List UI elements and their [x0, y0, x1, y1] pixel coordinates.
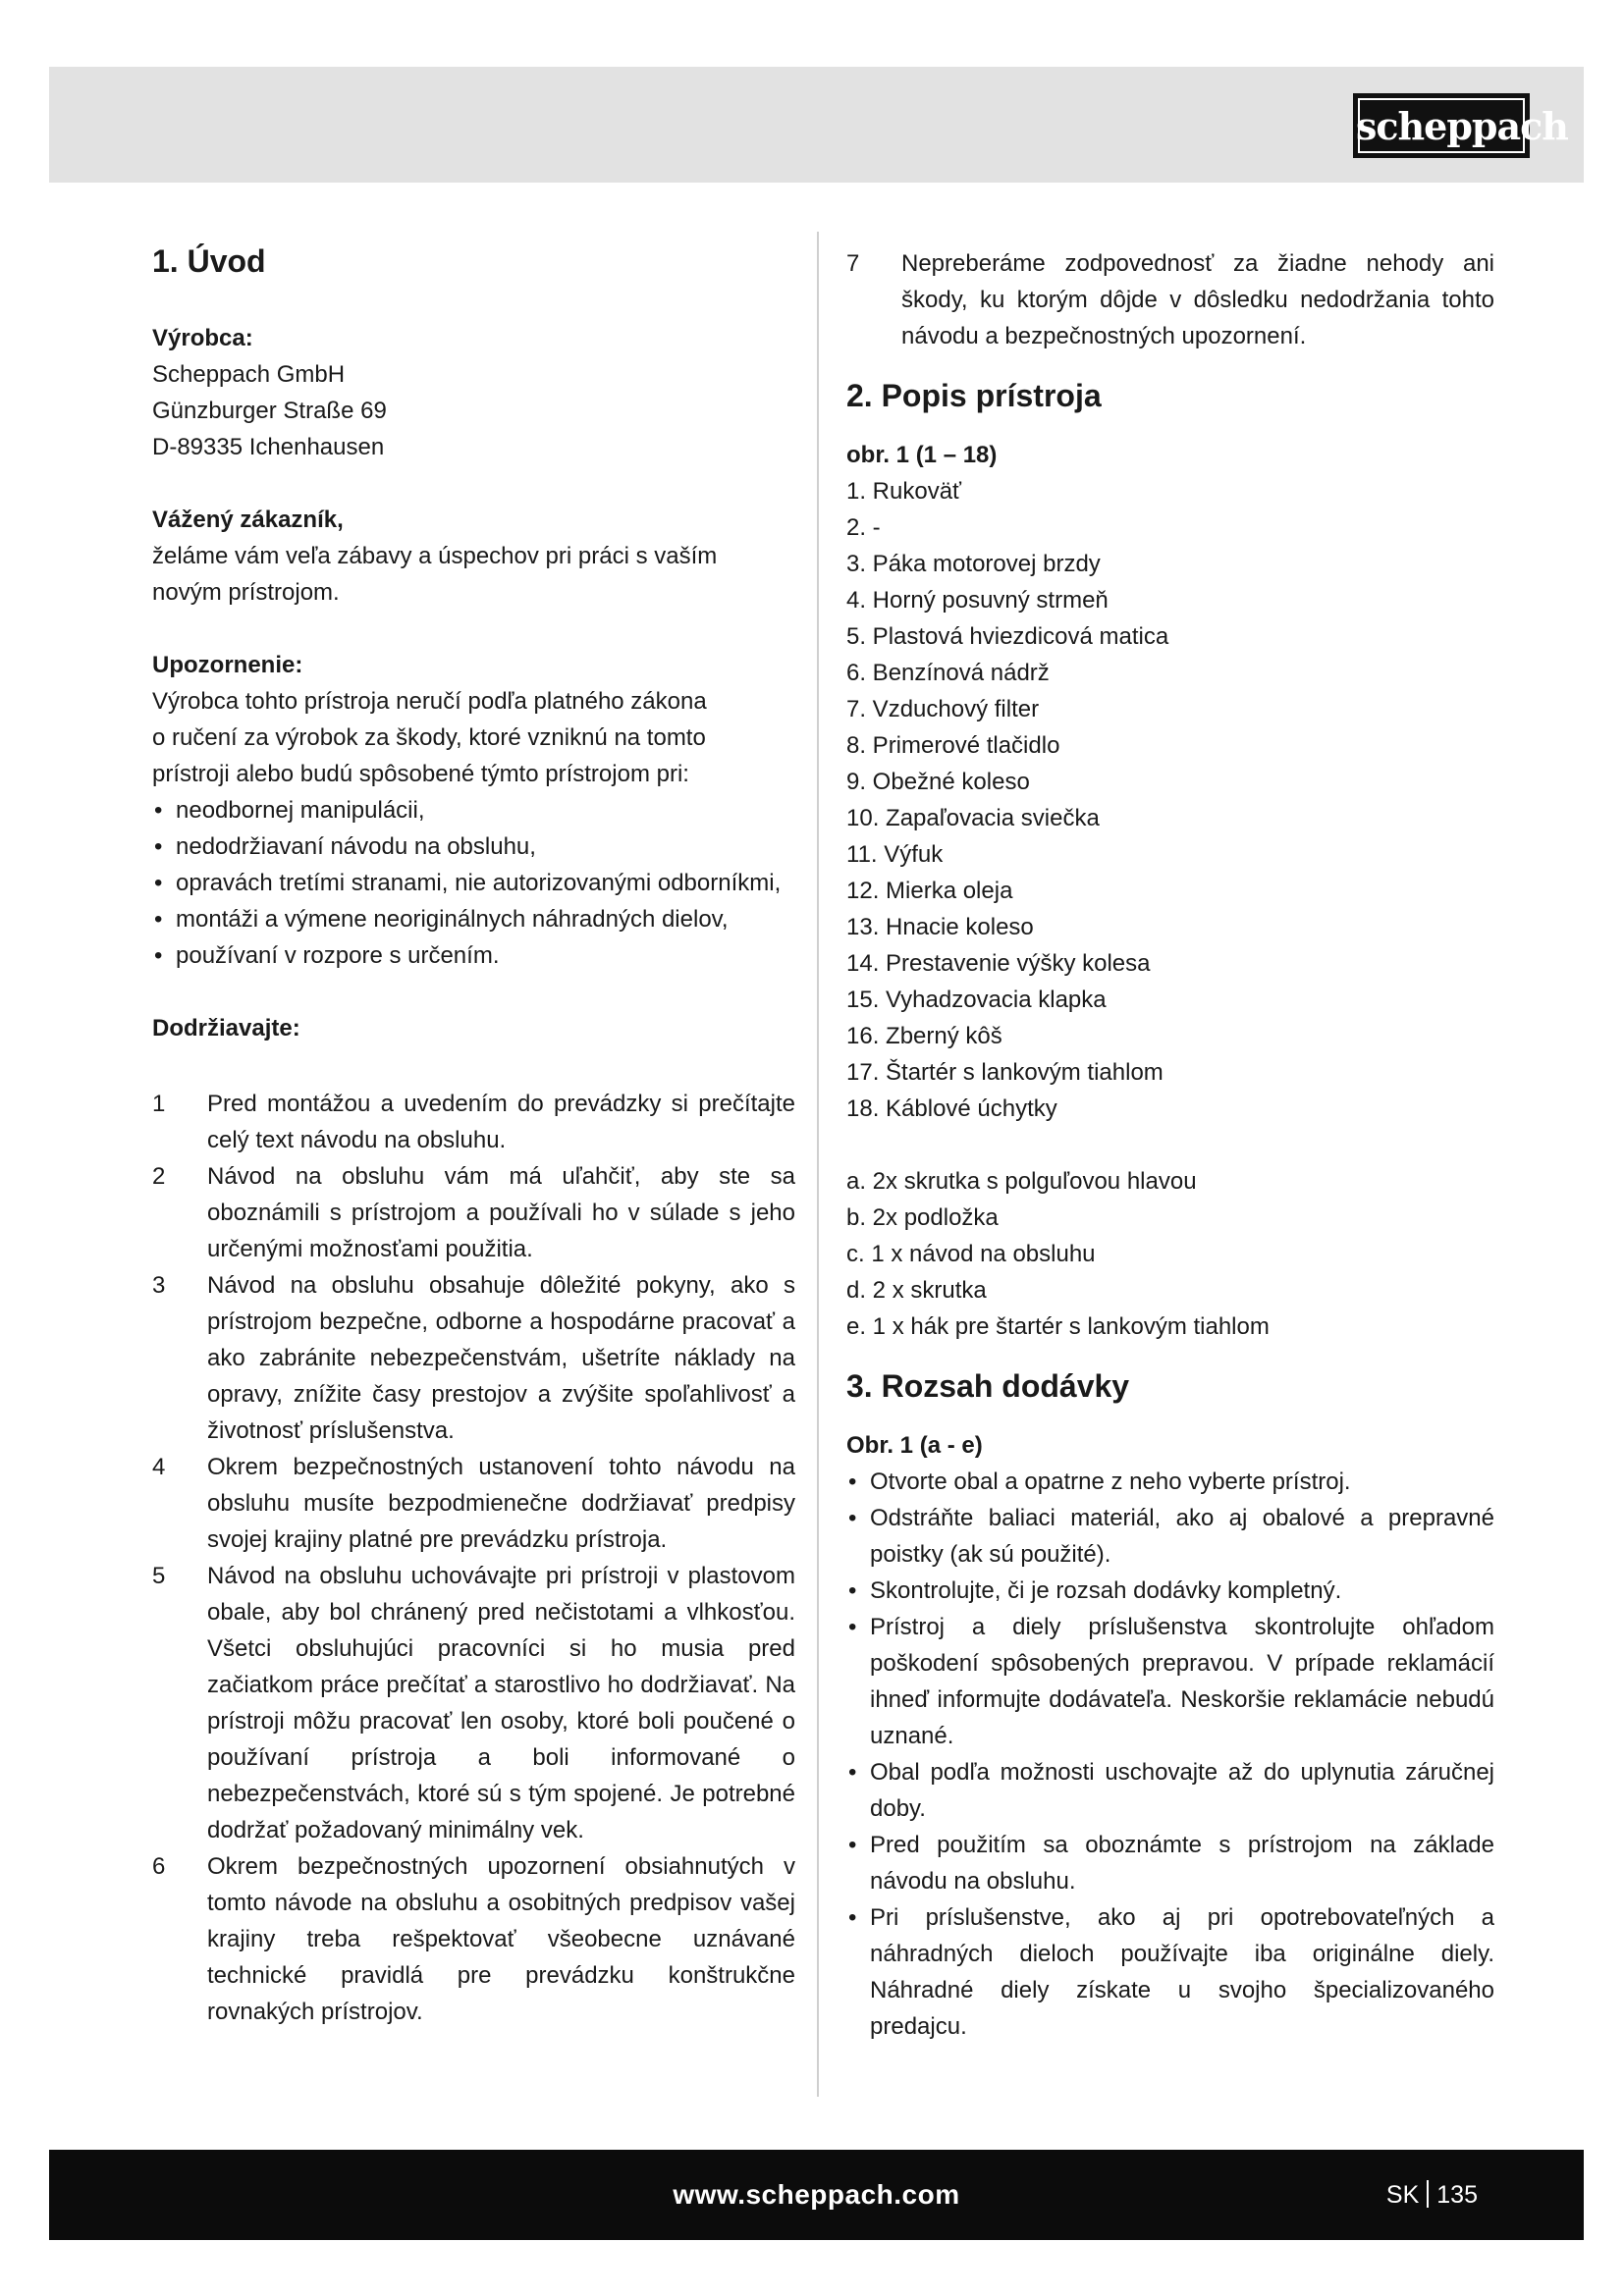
- parts-list: [846, 473, 1494, 1127]
- address-line: D-89335 Ichenhausen: [152, 434, 385, 460]
- list-item: e. 1 x hák pre štartér s lankovým tiahlom: [846, 1313, 1270, 1340]
- section-title-description: 2. Popis prístroja: [846, 378, 1102, 413]
- notice-text-line: o ručení za výrobok za škody, ktoré vzniknú na tomto: [152, 724, 706, 751]
- item-number: 2: [152, 1163, 166, 1190]
- list-item: 7. Vzduchový filter: [846, 696, 1040, 722]
- list-item: 17. Štartér s lankovým tiahlom: [846, 1059, 1164, 1086]
- list-item: 15. Vyhadzovacia klapka: [846, 987, 1107, 1013]
- list-item: c. 1 x návod na obsluhu: [846, 1241, 1096, 1267]
- delivery-bullets: [846, 1464, 1494, 2045]
- notice-text-line: prístroji alebo budú spôsobené týmto prístrojom pri:: [152, 761, 689, 787]
- list-item: • Pred použitím sa oboznámte s prístrojom na základe návodu na obsluhu.: [846, 1827, 1494, 1899]
- list-item: 12. Mierka oleja: [846, 878, 1013, 904]
- observe-item: [152, 1158, 795, 1267]
- observe-item: [152, 1086, 795, 1158]
- item-text: Návod na obsluhu vám má uľahčiť, aby ste sa oboznámili s prístrojom a používali ho v súlade s jeho určenými možnosťami použitia.: [207, 1163, 795, 1262]
- list-item: • Odstráňte baliaci materiál, ako aj obalové a prepravné poistky (ak sú použité).: [846, 1500, 1494, 1573]
- list-item: b. 2x podložka: [846, 1204, 999, 1231]
- list-item: 2. -: [846, 514, 881, 541]
- list-item: 6. Benzínová nádrž: [846, 660, 1050, 686]
- separator: [1427, 2180, 1429, 2208]
- list-item: 10. Zapaľovacia sviečka: [846, 805, 1100, 831]
- list-item: • neodbornej manipulácii,: [152, 792, 795, 828]
- address-line: Scheppach GmbH: [152, 361, 346, 388]
- column-divider: [817, 232, 819, 2097]
- footer-bar: [49, 2150, 1584, 2240]
- language-code: SK: [1385, 2181, 1420, 2209]
- list-item: 11. Výfuk: [846, 841, 944, 868]
- customer-text-line: želáme vám veľa zábavy a úspechov pri práci s vaším: [152, 543, 718, 569]
- observe-item: [152, 1267, 795, 1449]
- item-text: Návod na obsluhu obsahuje dôležité pokyny, ako s prístrojom bezpečne, odborne a hospodárne pracovať a ako zabránite nebezpečenstvám, ušetríte náklady na opravy, znížite časy prestojov a zvýšite spoľahlivosť a životnosť príslušenstva.: [207, 1272, 795, 1444]
- item-number: 7: [846, 250, 860, 277]
- observe-label: Dodržiavajte:: [152, 1015, 300, 1041]
- notice-label: Upozornenie:: [152, 652, 303, 678]
- list-item: • Otvorte obal a opatrne z neho vyberte prístroj.: [846, 1464, 1494, 1500]
- page-number: 135: [1436, 2181, 1478, 2209]
- item-number: 4: [152, 1454, 166, 1480]
- figure-label: Obr. 1 (a - e): [846, 1432, 983, 1459]
- list-item: 18. Káblové úchytky: [846, 1095, 1057, 1122]
- item-text: Návod na obsluhu uchovávajte pri prístroji v plastovom obale, aby bol chránený pred nečistotami a vlhkosťou. Všetci obsluhujúci pracovníci si ho musia pred začiatkom práce prečítať a starostlivo ho dodržiavať. Na prístroji môžu pracovať len osoby, ktoré boli poučené o používaní prístroja a boli informované o nebezpečenstvách, ktoré sú s tým spojené. Je potrebné dodržať požadovaný minimálny vek.: [207, 1563, 795, 1843]
- manufacturer-label: Výrobca:: [152, 325, 253, 351]
- list-item: • Skontrolujte, či je rozsah dodávky kompletný.: [846, 1573, 1494, 1609]
- list-item: 14. Prestavenie výšky kolesa: [846, 950, 1151, 977]
- list-item: • používaní v rozpore s určením.: [152, 937, 795, 974]
- accessories-list: [846, 1163, 1494, 1345]
- list-item: 5. Plastová hviezdicová matica: [846, 623, 1169, 650]
- list-item: 8. Primerové tlačidlo: [846, 732, 1060, 759]
- section-title-delivery: 3. Rozsah dodávky: [846, 1368, 1130, 1404]
- list-item: • nedodržiavaní návodu na obsluhu,: [152, 828, 795, 865]
- item-text: Nepreberáme zodpovednosť za žiadne nehody ani škody, ku ktorým dôjde v dôsledku nedodržania tohto návodu a bezpečnostných upozornení.: [901, 250, 1494, 349]
- item-number: 3: [152, 1272, 166, 1299]
- item-number: 5: [152, 1563, 166, 1589]
- right-column: [846, 240, 1494, 2045]
- list-item: 1. Rukoväť: [846, 478, 962, 505]
- list-item: • Prístroj a diely príslušenstva skontrolujte ohľadom poškodení spôsobených prepravou. V prípade reklamácií ihneď informujte dodávateľa. Neskoršie reklamácie nebudú uznané.: [846, 1609, 1494, 1754]
- customer-text-line: novým prístrojom.: [152, 579, 340, 606]
- item-text: Pred montážou a uvedením do prevádzky si prečítajte celý text návodu na obsluhu.: [207, 1091, 795, 1153]
- list-item: 16. Zberný kôš: [846, 1023, 1002, 1049]
- list-item: d. 2 x skrutka: [846, 1277, 987, 1304]
- notice-bullets: [152, 792, 795, 974]
- scheppach-logo: scheppach: [1353, 93, 1530, 158]
- item-text: Okrem bezpečnostných upozornení obsiahnutých v tomto návode na obsluhu a osobitných predpisov vašej krajiny treba rešpektovať všeobecne uznávané technické pravidlá pre prevádzku konštrukčne rovnakých prístrojov.: [207, 1853, 795, 2025]
- figure-label: obr. 1 (1 – 18): [846, 442, 998, 468]
- list-item: • opravách tretími stranami, nie autorizovanými odborníkmi,: [152, 865, 795, 901]
- list-item: • montáži a výmene neoriginálnych náhradných dielov,: [152, 901, 795, 937]
- observe-item: [846, 245, 1494, 354]
- page-indicator: [1386, 2150, 1478, 2240]
- notice-text-line: Výrobca tohto prístroja neručí podľa platného zákona: [152, 688, 707, 715]
- list-item: 3. Páka motorovej brzdy: [846, 551, 1101, 577]
- address-line: Günzburger Straße 69: [152, 398, 387, 424]
- list-item: • Obal podľa možnosti uschovajte až do uplynutia záručnej doby.: [846, 1754, 1494, 1827]
- customer-label: Vážený zákazník,: [152, 507, 344, 533]
- left-column: [152, 240, 795, 2030]
- section-title-intro: 1. Úvod: [152, 243, 266, 279]
- list-item: a. 2x skrutka s polguľovou hlavou: [846, 1168, 1197, 1195]
- list-item: • Pri príslušenstve, ako aj pri opotrebovateľných a náhradných dieloch používajte iba originálne diely. Náhradné diely získate u svojho špecializovaného predajcu.: [846, 1899, 1494, 2045]
- observe-item: [152, 1449, 795, 1558]
- item-text: Okrem bezpečnostných ustanovení tohto návodu na obsluhu musíte bezpodmienečne dodržiavať predpisy svojej krajiny platné pre prevádzku prístroja.: [207, 1454, 795, 1553]
- item-number: 6: [152, 1853, 166, 1880]
- header-band: [49, 67, 1584, 183]
- observe-item: [152, 1848, 795, 2030]
- website-link[interactable]: www.scheppach.com: [673, 2179, 960, 2210]
- list-item: 4. Horný posuvný strmeň: [846, 587, 1109, 614]
- list-item: 9. Obežné koleso: [846, 769, 1030, 795]
- item-number: 1: [152, 1091, 166, 1117]
- list-item: 13. Hnacie koleso: [846, 914, 1034, 940]
- observe-item: [152, 1558, 795, 1848]
